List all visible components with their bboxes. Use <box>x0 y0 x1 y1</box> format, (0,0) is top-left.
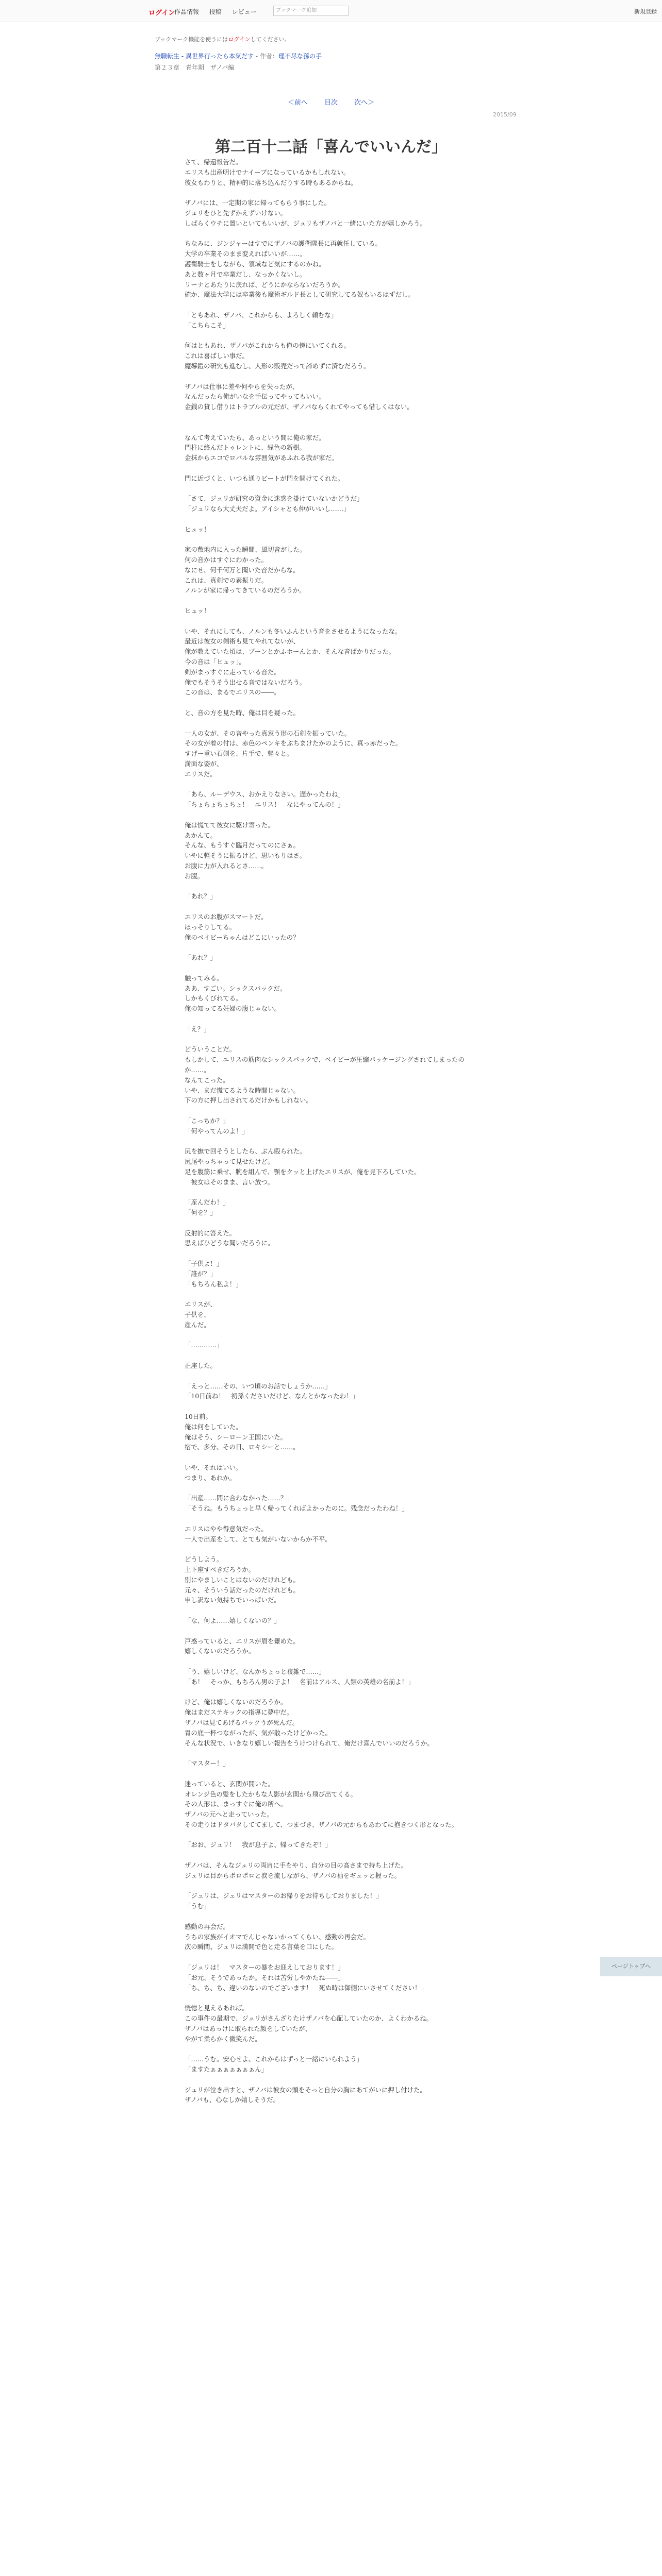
chapter-body <box>185 157 484 2105</box>
post-date: 2015/09 <box>493 111 517 118</box>
blank-line <box>185 463 484 473</box>
blank-line <box>185 698 484 708</box>
blank-line <box>185 1850 484 1860</box>
body-line: 金銭の貸し借りはトラブルの元だが、ザノバならくれてやっても惜しくはない。 <box>185 403 413 411</box>
body-line: お腹に力が入れるとさ……。 <box>185 861 268 870</box>
body-line: 恍惚と見えるあれば。 <box>185 2004 249 2012</box>
blank-line <box>185 1248 484 1259</box>
blank-line <box>185 1514 484 1524</box>
body-line: 「ジュリなら大丈夫だよ。アイシャとも仲がいいし……」 <box>185 505 350 513</box>
blank-line <box>185 1371 484 1381</box>
nav-item-review[interactable]: レビュー <box>231 8 257 15</box>
blank-line <box>185 942 484 953</box>
blank-line <box>185 902 484 912</box>
body-line: いや、それはいい。 <box>185 1464 242 1471</box>
blank-line <box>185 2044 484 2054</box>
body-line: そんな、もうすぐ臨月だってのにさぁ。 <box>185 841 300 850</box>
body-line: 門柱に絡んだトゥレントに、緑色の新樹。 <box>185 444 306 452</box>
blank-line <box>185 1605 484 1616</box>
blank-line <box>185 1952 484 1962</box>
body-line: 「こちらこそ」 <box>185 321 229 329</box>
blank-line <box>185 484 484 494</box>
blank-line <box>185 963 484 973</box>
body-line: 俺の知ってる妊婦の腹じゃない。 <box>185 1005 280 1013</box>
body-line: どうしよう。 <box>185 1555 223 1564</box>
blank-line <box>185 2075 484 2085</box>
login-link[interactable]: ログイン <box>148 9 175 17</box>
body-line: 俺はそう、シーローン王国にいた。 <box>185 1433 287 1441</box>
body-line: リーナとあたりに戻れば、どうにかならないだろうか。 <box>185 280 344 289</box>
body-line: どういうことだ。 <box>185 1045 236 1054</box>
blank-line <box>185 188 484 198</box>
body-line: と、音の方を見た時、俺は目を疑った。 <box>185 709 300 717</box>
body-line: 「あれ？」 <box>185 954 217 962</box>
body-line: ザノバの元へと走っていった。 <box>185 1810 273 1819</box>
body-line: 次の瞬間、ジュリは満開で色と走る言葉を口にした。 <box>185 1943 338 1951</box>
body-line: あと数ヶ月で卒業だし、なっかくないし。 <box>185 270 306 278</box>
site-header <box>0 0 662 22</box>
body-line: 「えっと……その、いつ頃のお話でしょうか……」 <box>185 1382 332 1390</box>
prev-link[interactable]: ＜前へ <box>287 99 308 107</box>
body-line: あかんて。 <box>185 831 217 839</box>
body-line: なんて考えていたら、あっという間に俺の家だ。 <box>185 433 325 442</box>
body-line: 「ジュリは！ マスターの暴をお迎えしております！」 <box>185 1963 344 1972</box>
body-line: なんてこった。 <box>185 1076 229 1084</box>
body-line: 「産んだわ！」 <box>185 1198 229 1207</box>
body-line: なんだったら俺がいなを手伝ってやってもいい。 <box>185 393 325 401</box>
blank-line <box>185 1881 484 1891</box>
blank-line <box>185 422 484 433</box>
body-line: 「子供よ！」 <box>185 1260 223 1268</box>
body-line: ザノバは見てあげるパックうが死んだ。 <box>185 1718 299 1726</box>
body-line: 今の音は「ヒュッ」。 <box>185 658 245 666</box>
body-line: 足を腹筋に乗せ、腕を組んで、顎をクッと上げたエリスが、俺を見下ろしていた。 <box>185 1167 421 1176</box>
body-line: つまり、あれか。 <box>185 1473 236 1482</box>
body-line: 一人で出産をして、とても気がいないからか不平。 <box>185 1535 332 1543</box>
body-line: 俺はまだステキックの指導に夢中だ。 <box>185 1708 293 1717</box>
body-line: ザノバは仕事に差や何やらを失ったが、 <box>185 382 299 391</box>
body-line: 「う、嬉しいけど、なんかちょっと複雑で……」 <box>185 1667 325 1675</box>
blank-line <box>185 1137 484 1147</box>
body-line: 「あれ？」 <box>185 892 217 901</box>
body-line: ザノバは、そんなジュリの両肩に手をやり、自分の目の高さまで持ち上げた。 <box>185 1861 407 1870</box>
body-line: 「10日前ね！ 初孫くださいだけど、なんとかなったわ！」 <box>185 1392 359 1400</box>
body-line: しかもくびれてる。 <box>185 994 242 1003</box>
body-line: 10日前。 <box>185 1413 212 1421</box>
body-line: ジュリをひと先ずかえずいけない。 <box>185 209 287 217</box>
body-line: 「…………」 <box>185 1341 223 1349</box>
blank-line <box>185 810 484 820</box>
breadcrumb <box>155 52 322 60</box>
body-line: この音は、まるでエリスの――。 <box>185 688 280 697</box>
blank-line <box>185 1289 484 1299</box>
notice-text-end: してください。 <box>250 36 290 43</box>
body-line: 「ジュリは、ジュリはマスターのお帰りをお待ちしておりました！」 <box>185 1892 383 1900</box>
chapter-title: 第二百十二話「喜んでいいんだ」 <box>215 138 447 157</box>
notice-login-link[interactable]: ログイン <box>228 36 251 43</box>
header-nav <box>174 7 265 16</box>
body-line: 「出産……間に合わなかった……？」 <box>185 1494 293 1502</box>
bookmark-notice <box>155 35 290 43</box>
body-line: 正座した。 <box>185 1362 217 1370</box>
body-line: 金抹からエコでロバルな雰囲気があふれる我が家だ。 <box>185 454 338 462</box>
body-line: 一人の女が、その音やった真窓う形の石剣を振っていた。 <box>185 729 351 737</box>
body-line: 「何やってんのよ！」 <box>185 1127 249 1135</box>
body-line: 俺は慌てて彼女に駆け寄った。 <box>185 821 274 829</box>
body-line: 申し訳ない気持ちでいっぱいだ。 <box>185 1596 280 1604</box>
body-line: オレンジ色の髪をしたかもな人影が玄関から飛び出てくる。 <box>185 1790 357 1798</box>
blank-line <box>185 1187 484 1197</box>
work-title-link[interactable]: 無職転生 - 異世界行ったら本気だす <box>155 53 254 60</box>
body-line: ザノバには、一定期の家に帰ってもらう事にした。 <box>185 199 331 207</box>
body-line: 感動の再会だ。 <box>185 1922 229 1930</box>
body-line: そんな状況で、いきなり嬉しい報告をうけつけられて、俺だけ喜んでいいのだろうか。 <box>185 1739 434 1747</box>
blank-line <box>185 1656 484 1667</box>
body-line: いや、まだ慌てるような時間じゃない。 <box>185 1086 300 1094</box>
blank-line <box>185 1218 484 1228</box>
body-line: 子供を、 <box>185 1311 210 1319</box>
body-line: 嬉しくないのだろうか。 <box>185 1647 255 1655</box>
body-line: 土下座すべきだろうか。 <box>185 1565 255 1573</box>
body-line: ジュリが泣き出すと、ザノバは彼女の頭をそっと自分の胸にあてがいに押し付けた。 <box>185 2086 426 2094</box>
body-line: エリスも出産明けでナイーブになっているかもしれない。 <box>185 168 350 176</box>
blank-line <box>185 1035 484 1045</box>
body-line: ザノバも、心なしか嬉しそうだ。 <box>185 2096 279 2104</box>
body-line: 触ってみる。 <box>185 974 223 982</box>
body-line: 「そうね。もうちょっと早く帰ってくればよかったのに。残念だったわね！」 <box>185 1504 408 1513</box>
body-line: その人形は、まっすぐに俺の所へ。 <box>185 1800 287 1808</box>
blank-line <box>185 1350 484 1361</box>
body-line: なにせ、何千何万と聞いた音だからな。 <box>185 566 300 574</box>
body-line: 俺が教えていた頃は、ブーンとかふホーんとか、そんな音ばかりだった。 <box>185 648 395 656</box>
blank-line <box>185 1330 484 1341</box>
body-line: 何はともあれ、ザノバがこれからも俺の傍にいてくれる。 <box>185 342 351 350</box>
body-line: 彼女もわりと、精神的に落ち込んだりする時もあるからね。 <box>185 178 357 187</box>
body-line: その女が着の付は、赤色のペンキをぶちまけたかのように、真っ赤だった。 <box>185 739 402 748</box>
body-line: ジュリは目からポロポロと涙を流しながら、ザノバの袖をギュッと握った。 <box>185 1871 401 1879</box>
nav-item-works[interactable]: 作品情報 <box>174 8 200 15</box>
body-line: ヒュッ！ <box>185 607 210 615</box>
body-line: お腹。 <box>185 872 204 880</box>
blank-line <box>185 616 484 626</box>
body-line: エリスのお腹がスマートだ。 <box>185 912 268 921</box>
blank-line <box>185 1911 484 1922</box>
body-line: 反射的に答えた。 <box>185 1229 236 1237</box>
pager-top <box>0 97 662 107</box>
body-line: 思えばひどうな聞いだろうに。 <box>185 1239 274 1247</box>
body-line: ああ、すごい。シックスパックだ。 <box>185 984 287 992</box>
next-link[interactable]: 次へ＞ <box>354 99 375 107</box>
notice-text: ブックマーク機能を使うには <box>155 36 228 43</box>
blank-line <box>185 300 484 310</box>
page-top-button[interactable]: ページトップへ <box>600 1957 662 1976</box>
blank-line <box>185 718 484 728</box>
body-line: 「うむ」 <box>185 1902 210 1910</box>
body-line: 魔導鎧の研究も進むし、人形の販売だって諦めずに済むだろう。 <box>185 362 370 370</box>
body-line: うちの家族がイオマでんじゃないかってくらい、感動の再会だ。 <box>185 1933 370 1941</box>
body-line: ほっそりしてる。 <box>185 923 236 931</box>
body-line: 別にやましいことはないのだけれども。 <box>185 1575 300 1584</box>
blank-line <box>185 1769 484 1779</box>
body-line: 迷っていると、玄関が開いた。 <box>185 1780 274 1788</box>
body-line: 満面な姿が、 <box>185 760 223 768</box>
body-line: 「お元、そうであったか。それは苦労しやかたね――」 <box>185 1973 344 1981</box>
blank-line <box>185 412 484 422</box>
body-line: 「ますたぁぁぁぁぁぁぁん」 <box>185 2065 268 2074</box>
body-line: しばらくウチに置いといてもいいが、ジュリもザノバと一緒にいた方が嬉しかろう。 <box>185 219 426 227</box>
body-line: 「え？」 <box>185 1025 210 1033</box>
body-line: けど、俺は嬉しくないのだろうか。 <box>185 1698 287 1706</box>
blank-line <box>185 1830 484 1840</box>
body-line: 俺のベイビーちゃんはどこにいったの？ <box>185 933 300 941</box>
body-line: 最近は彼女の剣術も見てやれてないが、 <box>185 637 300 646</box>
body-line: いやに軽そうに振るけど、思いもりはさ。 <box>185 852 306 860</box>
body-line: 俺は何をしていた。 <box>185 1422 242 1431</box>
chapter-subtitle: 第２３章 青年期 ザノバ編 <box>155 64 235 71</box>
blank-line <box>185 514 484 524</box>
body-line: 産んだ。 <box>185 1320 210 1329</box>
body-line: 「マスター！」 <box>185 1759 229 1768</box>
body-line: さて、帰還報告だ。 <box>185 158 242 166</box>
blank-line <box>185 1014 484 1024</box>
body-line: もしかして、エリスの筋肉なシックスパックで、ベイビーが圧縮パッケージングされてしまったのか……。 <box>185 1056 465 1074</box>
body-line: これは喜ばしい事だ。 <box>185 352 249 360</box>
body-line: エリスだ。 <box>185 770 217 778</box>
blank-line <box>185 1626 484 1636</box>
blank-line <box>185 331 484 341</box>
body-line: エリスが、 <box>185 1300 217 1309</box>
author-link[interactable]: 理不尽な孫の手 <box>278 53 322 60</box>
body-line: その走りはドタバタしててまして、つまづき、ザノバの元からもあわてに抱きつく形となった。 <box>185 1820 458 1828</box>
blank-line <box>185 229 484 239</box>
blank-line <box>185 779 484 790</box>
body-line: 胃の底一杯つながったが、気が散ったけどかった。 <box>185 1728 332 1737</box>
body-line: 「な、何よ……嬉しくないの？」 <box>185 1616 280 1624</box>
body-line: ちなみに、ジンジャーはすでにザノバの護衛隊長に再就任している。 <box>185 240 382 248</box>
body-line: ノルンが家に帰ってきているのだろうか。 <box>185 586 306 595</box>
blank-line <box>185 1452 484 1463</box>
blank-line <box>185 882 484 892</box>
body-line: ザノバはあっけに取られた顔をしていたが、 <box>185 2024 311 2032</box>
body-line: 「ちょちょちょちょ！ エリス！ なにやってんの！」 <box>185 801 344 809</box>
body-line: 「さて、ジュリが研究の資金に迷惑を掛けていないかどうだ」 <box>185 495 363 503</box>
body-line: 「もちろん私よ！」 <box>185 1280 242 1288</box>
body-line: この事件の最期で、ジュリがさんざりたけザノバを心配していたのか、よくわかるね。 <box>185 2014 433 2023</box>
blank-line <box>185 596 484 606</box>
body-line: 「あら、ルーデウス、おかえりなさい。遅かったわね」 <box>185 790 344 799</box>
body-line: 「ち、ち、ち、違いのないのでございます！ 死ぬ時は御側にいさせてください！」 <box>185 1984 427 1992</box>
body-line: やがて柔らかく微笑んだ。 <box>185 2035 261 2043</box>
blank-line <box>185 1106 484 1116</box>
body-line: 「あ！ そっか、もちろん男の子よ！ 名前はアルス、人類の英雄の名前よ！」 <box>185 1677 415 1686</box>
body-line: 大学の卒業そのまま変えればいいが……。 <box>185 250 306 258</box>
blank-line <box>185 534 484 545</box>
bookmark-add-box[interactable]: ブックマーク追加 <box>273 6 349 16</box>
body-line: 何の音かはすぐにわかった。 <box>185 556 268 564</box>
body-line: これは、真剣での素振りだ。 <box>185 576 268 584</box>
body-line: 確か、魔法大学には卒業後も魔術ギルド長として研究してる奴もいるはずだし。 <box>185 291 415 299</box>
body-line: すげー重い石剣を、片手で、軽々と。 <box>185 750 293 758</box>
body-line: 「ともあれ、ザノバ、これからも、よろしく頼むな」 <box>185 311 338 319</box>
blank-line <box>185 1544 484 1554</box>
author-label: - 作者： <box>253 53 278 60</box>
body-line: 尻尾やっちゃって見せたけど。 <box>185 1158 274 1166</box>
body-line: 「……うむ。安心せよ、これからはずっと一緒にいられよう」 <box>185 2055 363 2063</box>
nav-item-post[interactable]: 投稿 <box>209 8 222 15</box>
body-line: 尻を撫で回そうとしたら、ぶん殴られた。 <box>185 1147 306 1156</box>
body-line: 家の敷地内に入った瞬間、風切音がした。 <box>185 546 306 554</box>
body-line: 下の方に押し出されてるだけかもしれない。 <box>185 1096 312 1105</box>
body-line: いや、それにしても、ノルンも冬いふんという音をさせるようになったな。 <box>185 627 402 635</box>
body-line: 剣がまっすぐに走っている音だ。 <box>185 668 280 676</box>
blank-line <box>185 1748 484 1758</box>
body-line: 彼女はそのまま、言い放つ。 <box>185 1178 274 1186</box>
blank-line <box>185 1483 484 1494</box>
body-line: 「おお、ジュリ！ 我が息子よ、帰ってきたぞ！」 <box>185 1841 332 1849</box>
body-line: エリスはやや得意気だった。 <box>185 1524 268 1533</box>
body-line: 「何を？」 <box>185 1209 217 1217</box>
blank-line <box>185 371 484 382</box>
body-line: 「誰が？」 <box>185 1269 217 1278</box>
blank-line <box>185 1993 484 2003</box>
body-line: 「こっちか？」 <box>185 1116 229 1125</box>
toc-link[interactable]: 目次 <box>324 99 338 107</box>
body-line: ヒュッ！ <box>185 525 210 533</box>
body-line: 宿で、多分、その日、ロキシーと……。 <box>185 1443 300 1451</box>
body-line: 元々、そういう話だったのだけれども。 <box>185 1586 300 1594</box>
body-line: 護衛騎士をしながら、領域など気にするのかね。 <box>185 260 325 268</box>
blank-line <box>185 1687 484 1698</box>
blank-line <box>185 1401 484 1412</box>
body-line: 門に近づくと、いつも通りビートが門を開けてくれた。 <box>185 474 344 482</box>
register-link[interactable]: 新規登録 <box>634 8 657 15</box>
body-line: 戸惑っていると、エリスが眉を顰めた。 <box>185 1637 300 1645</box>
body-line: 俺でもそうそう出せる音ではないだろう。 <box>185 678 306 686</box>
